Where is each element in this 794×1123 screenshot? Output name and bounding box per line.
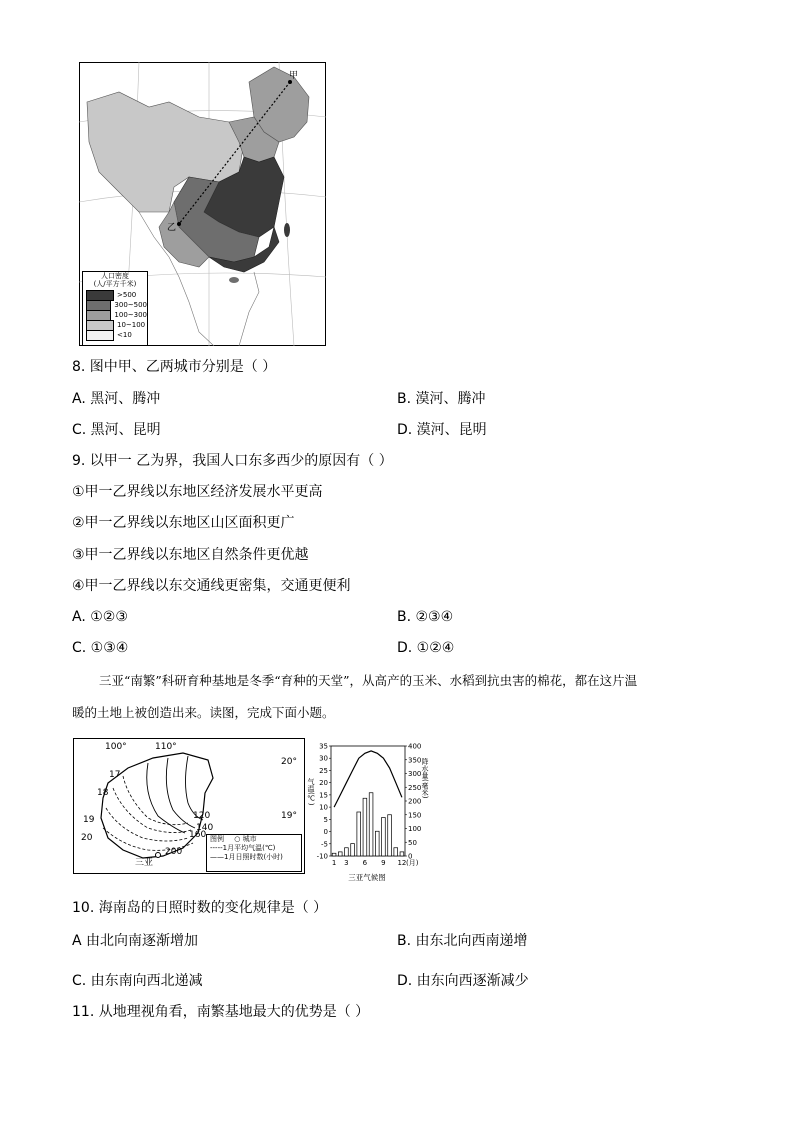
q8-option-d[interactable]: D. 漠河、昆明: [397, 422, 487, 438]
y-right-tick-label: 350: [408, 756, 422, 765]
y-right-tick-label: 50: [408, 838, 417, 847]
island-taiwan: [284, 223, 290, 237]
precip-bar: [332, 853, 336, 856]
y-left-tick-label: 20: [319, 779, 328, 788]
label-jia: 甲: [289, 71, 299, 81]
y-right-tick-label: 100: [408, 825, 422, 833]
precip-bar: [357, 812, 361, 856]
map1-legend: [82, 271, 148, 346]
q9-stem: 9. 以甲一 乙为界，我国人口东多西少的原因有（ ）: [72, 453, 393, 469]
y-left-tick-label: 5: [323, 815, 328, 824]
y-right-tick-label: 300: [408, 770, 422, 778]
legend-label: 10~100: [117, 321, 146, 329]
legend-row: [83, 290, 147, 300]
lat-19: 19°: [281, 811, 297, 821]
y-left-tick-label: 35: [319, 742, 328, 751]
q10-option-b[interactable]: B. 由东北向西南递增: [397, 933, 528, 949]
island-hainan: [229, 277, 239, 283]
y-left-tick-label: 0: [323, 828, 328, 837]
legend-label: >500: [117, 291, 137, 299]
q11-stem: 11. 从地理视角看，南繁基地最大的优势是（ ）: [72, 1004, 370, 1020]
x-tick-label: 6: [362, 859, 368, 867]
iso-label-20: 20: [81, 833, 93, 843]
legend-title-2: (人/平方千米): [93, 280, 137, 288]
plot-frame: [331, 746, 405, 856]
x-tick-label: 3: [344, 859, 349, 867]
lat-20: 20°: [281, 757, 297, 767]
q9-statement-1: ①甲一乙界线以东地区经济发展水平更高: [72, 484, 323, 500]
label-yi: 乙: [167, 223, 177, 233]
y-left-tick-label: 30: [319, 754, 328, 763]
q8-stem: 8. 图中甲、乙两城市分别是（ ）: [72, 359, 277, 375]
q10-option-c[interactable]: C. 由东南向西北递减: [72, 973, 203, 989]
iso-label-160: 160: [189, 830, 207, 840]
legend-label: 100~300: [114, 311, 147, 319]
x-tick-label: 12: [397, 859, 407, 867]
passage-line-2: 暖的土地上被创造出来。读图，完成下面小题。: [72, 705, 335, 720]
x-unit-label: (月): [406, 859, 419, 867]
hainan-legend-sun: ——1月日照时数(小时): [210, 853, 283, 861]
precip-bar: [338, 852, 342, 856]
passage-line-1: 三亚“南繁”科研育种基地是冬季“育种的天堂”，从高产的玉米、水稻到抗虫害的棉花，都在这片温: [99, 673, 638, 688]
q9-statement-3: ③甲一乙界线以东地区自然条件更优越: [72, 547, 309, 563]
y-left-tick-label: 15: [319, 791, 328, 800]
x-tick-label: 9: [381, 859, 386, 867]
iso-label-200: 200: [165, 847, 183, 857]
y-right-tick-label: 250: [408, 783, 422, 792]
yi-point: [177, 222, 181, 226]
y-left-tick-label: -10: [316, 852, 328, 861]
q9-statement-2: ②甲一乙界线以东地区山区面积更广: [72, 515, 295, 531]
x-tick-label: 1: [331, 859, 337, 867]
y-right-tick-label: 150: [408, 811, 422, 820]
precip-bar: [351, 844, 355, 856]
legend-label: <10: [117, 331, 132, 339]
precip-bar: [345, 848, 349, 856]
q10-stem: 10. 海南岛的日照时数的变化规律是（ ）: [72, 900, 328, 916]
hainan-legend-temp: -----1月平均气温(℃): [210, 844, 276, 852]
precip-bar: [400, 852, 404, 856]
precip-bar: [375, 831, 379, 856]
chart-caption: 三亚气候图: [348, 873, 386, 882]
q10-option-a[interactable]: A 由北向南逐渐增加: [72, 933, 199, 949]
iso-label-120: 120: [193, 811, 211, 821]
y-right-tick-label: 200: [408, 797, 422, 806]
q9-option-b[interactable]: B. ②③④: [397, 609, 454, 625]
iso-label-19: 19: [83, 815, 95, 825]
climate-chart-svg: [305, 738, 429, 886]
q8-option-c[interactable]: C. 黑河、昆明: [72, 422, 161, 438]
legend-rows: [83, 290, 147, 340]
hainan-map: [73, 738, 305, 874]
lon-100: 100°: [105, 742, 127, 752]
y-left-tick-label: -5: [321, 840, 328, 849]
hainan-legend-city: ○ 城市: [234, 835, 257, 843]
y-right-tick-label: 0: [408, 852, 413, 861]
q10-option-d[interactable]: D. 由东向西逐渐减少: [397, 973, 529, 989]
sanya-climate-chart: [305, 738, 429, 886]
q9-option-a[interactable]: A. ①②③: [72, 609, 128, 625]
precip-bar: [382, 818, 386, 857]
legend-swatch: [86, 330, 114, 341]
q8-option-a[interactable]: A. 黑河、腾冲: [72, 391, 161, 407]
precip-bar: [363, 798, 367, 856]
hainan-legend-row-1: [210, 835, 301, 844]
hainan-legend: [206, 834, 302, 872]
y-right-tick-label: 400: [408, 742, 422, 751]
legend-row: [83, 320, 147, 330]
precip-bar: [394, 848, 398, 856]
hainan-legend-title: 图例: [210, 835, 224, 843]
iso-label-18: 18: [97, 788, 109, 798]
y-left-tick-label: 25: [319, 766, 328, 775]
y-left-axis-title: 气温(℃): [307, 778, 315, 806]
q9-statement-4: ④甲一乙界线以东交通线更密集，交通更便利: [72, 578, 351, 594]
sanya-city-marker: [156, 853, 161, 858]
iso-label-17: 17: [109, 770, 121, 780]
sanya-label: 三亚: [135, 858, 154, 868]
legend-title-1: 人口密度: [101, 272, 129, 280]
legend-row: [83, 310, 147, 320]
q8-option-b[interactable]: B. 漠河、腾冲: [397, 391, 486, 407]
y-left-tick-label: 10: [319, 803, 328, 812]
legend-row: [83, 330, 147, 340]
legend-row: [83, 300, 147, 310]
population-density-map: [79, 62, 326, 346]
y-right-axis-title: 降水量(毫米): [421, 758, 429, 799]
precip-bar: [369, 793, 373, 856]
precip-bar: [388, 815, 392, 856]
q9-option-d[interactable]: D. ①②④: [397, 640, 455, 656]
iso-label-140: 140: [196, 823, 214, 833]
legend-label: 300~500: [114, 301, 147, 309]
q9-option-c[interactable]: C. ①③④: [72, 640, 129, 656]
lon-110: 110°: [155, 742, 177, 752]
